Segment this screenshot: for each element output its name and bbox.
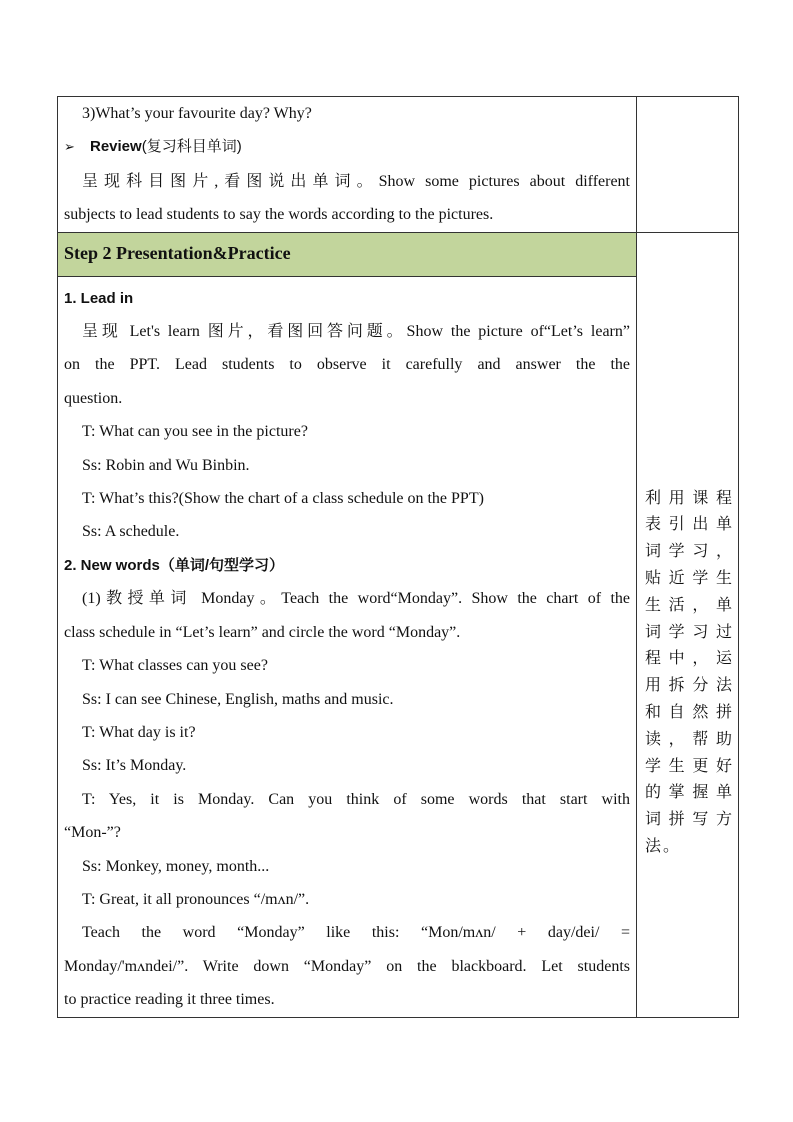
review-side-cell — [637, 97, 739, 233]
dialog-line: Ss: It’s Monday. — [82, 757, 187, 775]
lead-in-desc-2: on the PPT. Lead students to observe it carefully and answer the the — [64, 356, 630, 374]
teacher-great: T: Great, it all pronounces “/mʌn/”. — [82, 890, 310, 908]
teacher-yes-line-2: “Mon-”? — [64, 824, 121, 842]
lesson-plan-table — [57, 96, 739, 1018]
lead-in-desc-3: question. — [64, 389, 123, 407]
dialog-line: Ss: A schedule. — [82, 523, 180, 541]
new-words-desc-1: (1)教授单词 Monday。Teach the word“Monday”. Show the chart of the — [82, 590, 630, 608]
review-desc-line-1: 呈现科目图片,看图说出单词。Show some pictures about different — [82, 172, 630, 190]
lead-in-title: 1. Lead in — [64, 289, 134, 307]
review-title: Review — [90, 138, 142, 156]
dialog-line: T: What day is it? — [82, 723, 196, 741]
step2-heading: Step 2 Presentation&Practice — [58, 233, 636, 277]
teach-line-1: Teach the word “Monday” like this: “Mon/mʌn/ + day/dei/ = — [82, 924, 630, 942]
dialog-line: T: What’s this?(Show the chart of a class schedule on the PPT) — [82, 490, 484, 508]
new-words-title: 2. New words（单词/句型学习） — [64, 556, 285, 574]
arrow-bullet-icon: ➢ — [64, 140, 75, 156]
review-cell — [58, 97, 637, 233]
review-subtitle: (复习科目单词) — [141, 138, 242, 156]
step2-cell — [58, 232, 637, 1017]
design-intent-note: 利用课程表引出单词学习，贴近学生生活，单词学习过程中，运用拆分法和自然拼读，帮助学生更好的掌握单词拼写方法。 — [645, 487, 734, 855]
side-note-cell — [637, 232, 739, 1017]
new-words-desc-2: class schedule in “Let’s learn” and circle the word “Monday”. — [64, 623, 461, 641]
lead-in-desc-1: 呈现 Let's learn 图片，看图回答问题。Show the picture of“Let’s learn” — [82, 323, 630, 341]
review-row — [58, 97, 739, 233]
teach-line-2: Monday/'mʌndei/”. Write down “Monday” on the blackboard. Let students — [64, 957, 630, 975]
teach-line-3: to practice reading it three times. — [64, 991, 275, 1009]
review-desc-line-2: subjects to lead students to say the words according to the pictures. — [64, 206, 494, 224]
step2-row — [58, 232, 739, 1017]
dialog-line: Ss: Robin and Wu Binbin. — [82, 456, 250, 474]
students-answer: Ss: Monkey, money, month... — [82, 857, 270, 875]
dialog-line: Ss: I can see Chinese, English, maths and music. — [82, 690, 394, 708]
question-3: 3)What’s your favourite day? Why? — [82, 105, 312, 122]
teacher-yes-line-1: T: Yes, it is Monday. Can you think of some words that start with — [82, 790, 630, 808]
review-heading — [64, 130, 630, 164]
dialog-line: T: What classes can you see? — [82, 657, 268, 675]
dialog-line: T: What can you see in the picture? — [82, 423, 308, 441]
